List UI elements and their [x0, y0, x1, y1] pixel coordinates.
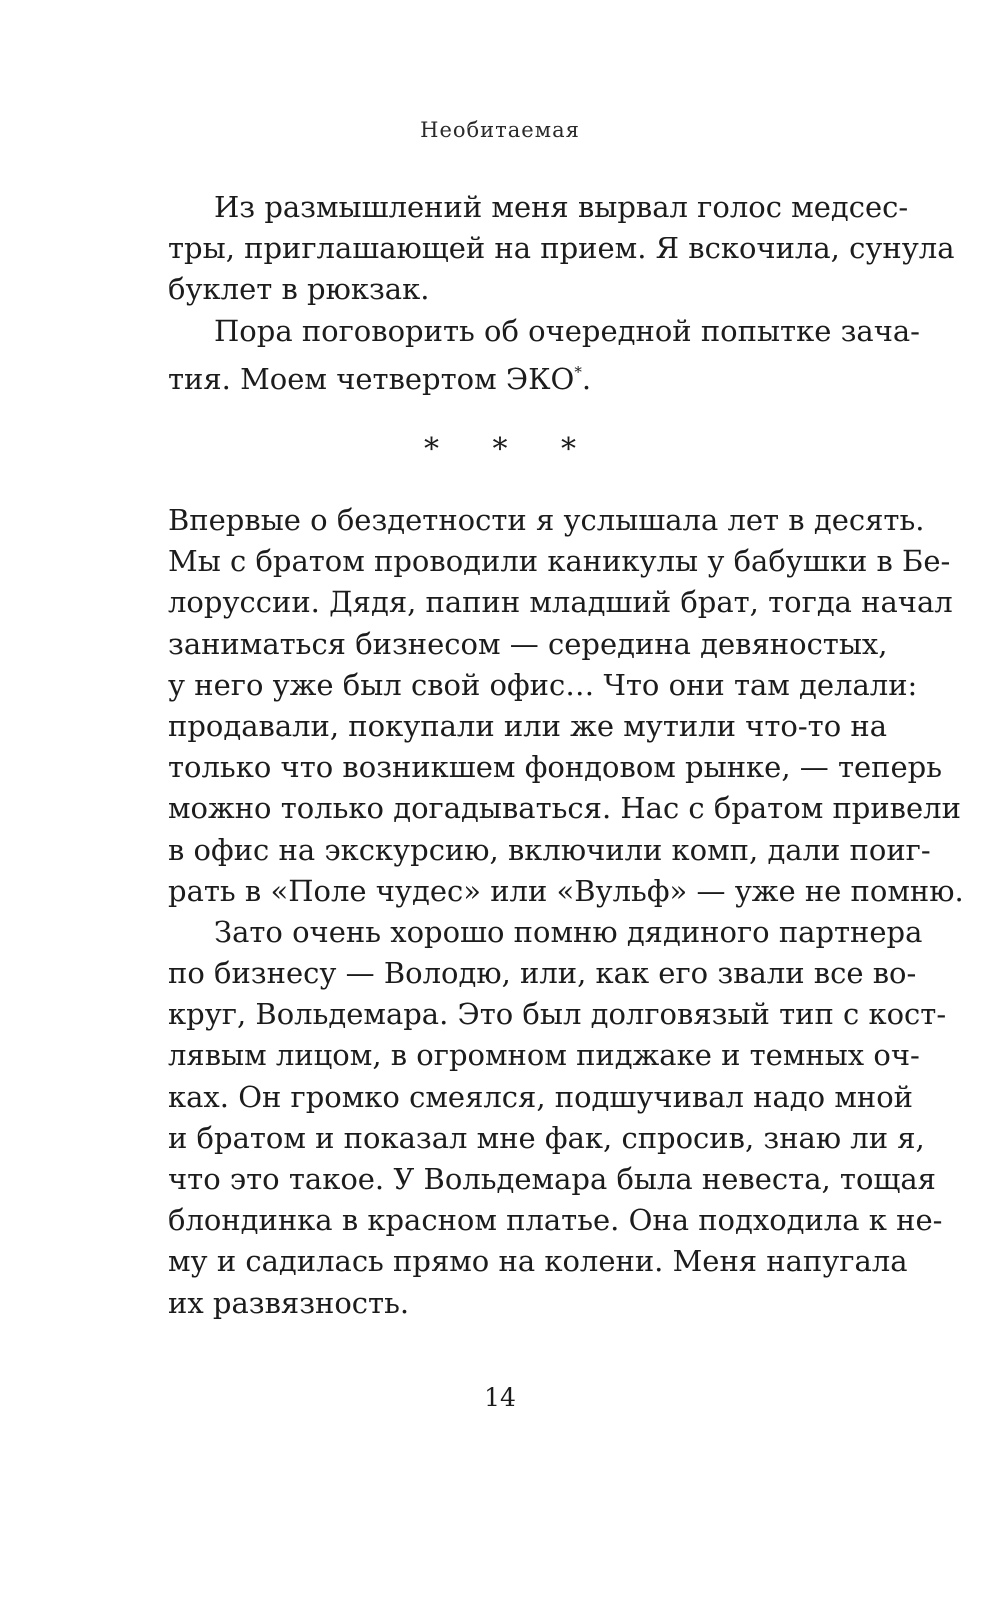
text-line: блондинка в красном платье. Она подходила к не-: [168, 1203, 943, 1238]
section-separator: * * *: [423, 432, 599, 467]
text-line: Мы с братом проводили каникулы у бабушки в Бе-: [168, 544, 951, 579]
running-head: Необитаемая: [420, 118, 580, 142]
text-line: му и садилась прямо на колени. Меня напугала: [168, 1244, 908, 1279]
text-line: продавали, покупали или же мутили что-то на: [168, 708, 887, 743]
text-line: лоруссии. Дядя, папин младший брат, тогда начал: [168, 585, 953, 620]
text-line: тры, приглашающей на прием. Я вскочила, сунула: [168, 231, 955, 266]
page-number: 14: [484, 1383, 516, 1412]
text-line: буклет в рюкзак.: [168, 272, 430, 307]
paragraph-group-top: [168, 187, 955, 396]
text-line: можно только догадываться. Нас с братом привели: [168, 791, 961, 826]
text-line: лявым лицом, в огромном пиджаке и темных оч-: [168, 1038, 920, 1073]
text-line: Из размышлений меня вырвал голос медсес-: [214, 190, 909, 224]
text-line: в офис на экскурсию, включили комп, дали поиг-: [168, 832, 931, 867]
text-line: круг, Вольдемара. Это был долговязый тип с кост-: [168, 997, 947, 1032]
text-fragment: тия. Моем четвертом ЭКО: [168, 361, 575, 396]
text-line: по бизнесу — Володю, или, как его звали все во-: [168, 956, 917, 991]
text-line: ках. Он громко смеялся, подшучивал надо мной: [168, 1079, 914, 1114]
text-line: их развязность.: [168, 1285, 410, 1320]
text-line: и братом и показал мне фак, спросив, знаю ли я,: [168, 1120, 925, 1155]
text-line: только что возникшем фондовом рынке, — теперь: [168, 750, 943, 785]
text-line: Впервые о бездетности я услышала лет в десять.: [168, 503, 925, 537]
text-line: что это такое. У Вольдемара была невеста, тощая: [168, 1162, 936, 1196]
footnote-mark: *: [574, 362, 582, 381]
text-line: Пора поговорить об очередной попытке зача-: [214, 313, 920, 348]
text-line: заниматься бизнесом — середина девяностых,: [168, 626, 888, 661]
text-line: рать в «Поле чудес» или «Вульф» — уже не помню.: [168, 873, 964, 908]
paragraph-group-bottom: [168, 500, 964, 1324]
text-line: Зато очень хорошо помню дядиного партнера: [214, 914, 923, 949]
end-punctuation: .: [581, 361, 592, 396]
text-line: у него уже был свой офис… Что они там делали:: [168, 667, 918, 702]
text-line-with-footnote: [168, 352, 860, 396]
